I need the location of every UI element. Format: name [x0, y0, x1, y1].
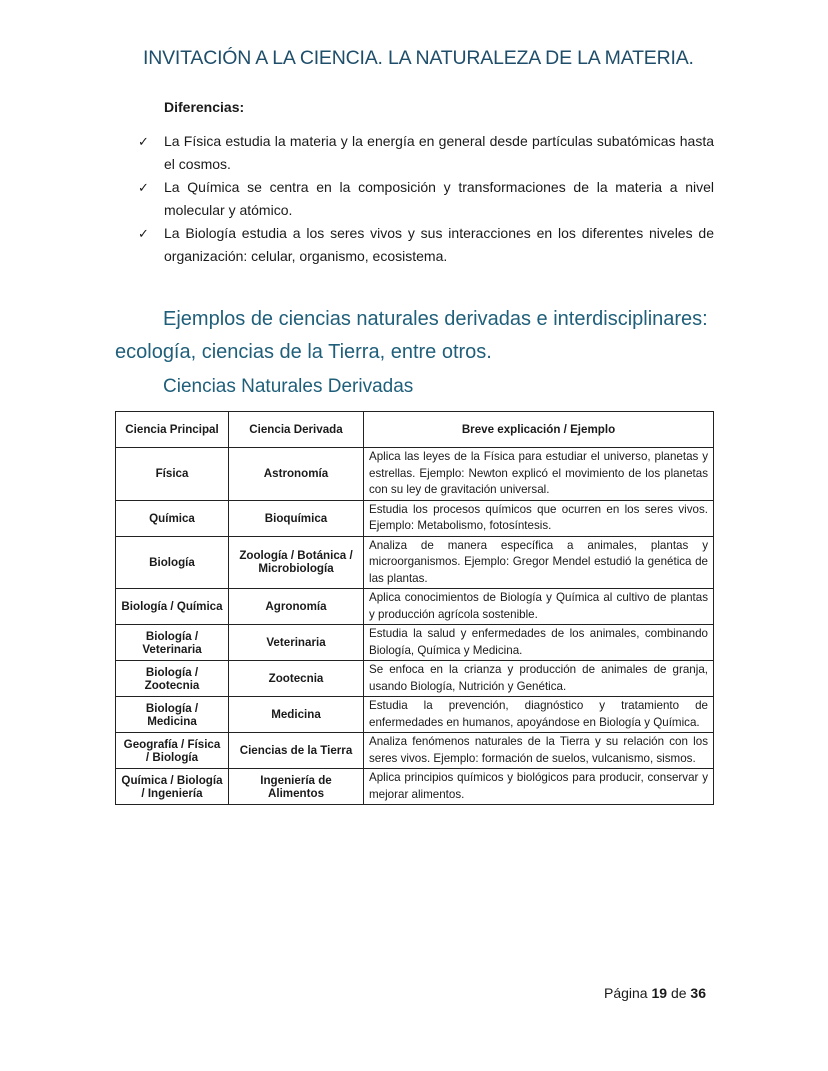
checkmark-icon: ✓: [138, 134, 149, 149]
table-row: [116, 733, 714, 769]
table-row: [116, 589, 714, 625]
principal-science-cell: Biología / Zootecnia: [116, 661, 229, 697]
column-header: Breve explicación / Ejemplo: [364, 412, 714, 448]
list-item: ✓ La Biología estudia a los seres vivos y sus interacciones en los diferentes niveles de organización: celular, organismo, ecosistema.: [138, 222, 714, 268]
derived-sciences-table: [115, 411, 714, 805]
differences-list: [138, 130, 714, 268]
table-row: [116, 697, 714, 733]
column-header: Ciencia Derivada: [229, 412, 364, 448]
explanation-cell: Estudia los procesos químicos que ocurren en los seres vivos. Ejemplo: Metabolismo, fotosíntesis.: [364, 500, 714, 536]
derived-science-cell: Medicina: [229, 697, 364, 733]
table-header-row: [116, 412, 714, 448]
principal-science-cell: Biología: [116, 536, 229, 589]
table-row: [116, 661, 714, 697]
list-item: ✓ La Física estudia la materia y la energía en general desde partículas subatómicas hasta el cosmos.: [138, 130, 714, 176]
explanation-cell: Analiza de manera específica a animales, plantas y microorganismos. Ejemplo: Gregor Mendel estudió la genética de las plantas.: [364, 536, 714, 589]
derived-science-cell: Ingeniería de Alimentos: [229, 769, 364, 805]
checkmark-icon: ✓: [138, 226, 149, 241]
explanation-cell: Estudia la salud y enfermedades de los animales, combinando Biología, Química y Medicina.: [364, 625, 714, 661]
principal-science-cell: Física: [116, 448, 229, 501]
explanation-cell: Estudia la prevención, diagnóstico y tratamiento de enfermedades en humanos, apoyándose en Biología y Química.: [364, 697, 714, 733]
derived-science-cell: Agronomía: [229, 589, 364, 625]
principal-science-cell: Química: [116, 500, 229, 536]
checkmark-icon: ✓: [138, 180, 149, 195]
explanation-cell: Analiza fenómenos naturales de la Tierra y su relación con los seres vivos. Ejemplo: formación de suelos, vulcanismo, sismos.: [364, 733, 714, 769]
principal-science-cell: Geografía / Física / Biología: [116, 733, 229, 769]
list-item: ✓ La Química se centra en la composición y transformaciones de la materia a nivel molecular y atómico.: [138, 176, 714, 222]
derived-science-cell: Ciencias de la Tierra: [229, 733, 364, 769]
page-title: INVITACIÓN A LA CIENCIA. LA NATURALEZA DE LA MATERIA.: [143, 47, 694, 69]
derived-science-cell: Astronomía: [229, 448, 364, 501]
explanation-cell: Aplica conocimientos de Biología y Química al cultivo de plantas y producción agrícola sostenible.: [364, 589, 714, 625]
table-row: [116, 448, 714, 501]
page-number: Página 19 de 36: [604, 985, 706, 1001]
derived-science-cell: Zoología / Botánica / Microbiología: [229, 536, 364, 589]
table-row: [116, 769, 714, 805]
column-header: Ciencia Principal: [116, 412, 229, 448]
principal-science-cell: Biología / Química: [116, 589, 229, 625]
differences-heading: Diferencias:: [164, 99, 245, 115]
principal-science-cell: Química / Biología / Ingeniería: [116, 769, 229, 805]
derived-science-cell: Bioquímica: [229, 500, 364, 536]
explanation-cell: Aplica las leyes de la Física para estudiar el universo, planetas y estrellas. Ejemplo: Newton explicó el movimiento de los planetas con su ley de gravitación universal.: [364, 448, 714, 501]
table-row: [116, 625, 714, 661]
section-heading: Ejemplos de ciencias naturales derivadas e interdisciplinares: ecología, ciencias de la Tierra, entre otros.: [115, 308, 708, 363]
table-title: Ciencias Naturales Derivadas: [163, 376, 414, 397]
table-row: [116, 536, 714, 589]
explanation-cell: Se enfoca en la crianza y producción de animales de granja, usando Biología, Nutrición y Genética.: [364, 661, 714, 697]
explanation-cell: Aplica principios químicos y biológicos para producir, conservar y mejorar alimentos.: [364, 769, 714, 805]
principal-science-cell: Biología / Medicina: [116, 697, 229, 733]
derived-science-cell: Veterinaria: [229, 625, 364, 661]
table-row: [116, 500, 714, 536]
derived-science-cell: Zootecnia: [229, 661, 364, 697]
principal-science-cell: Biología / Veterinaria: [116, 625, 229, 661]
